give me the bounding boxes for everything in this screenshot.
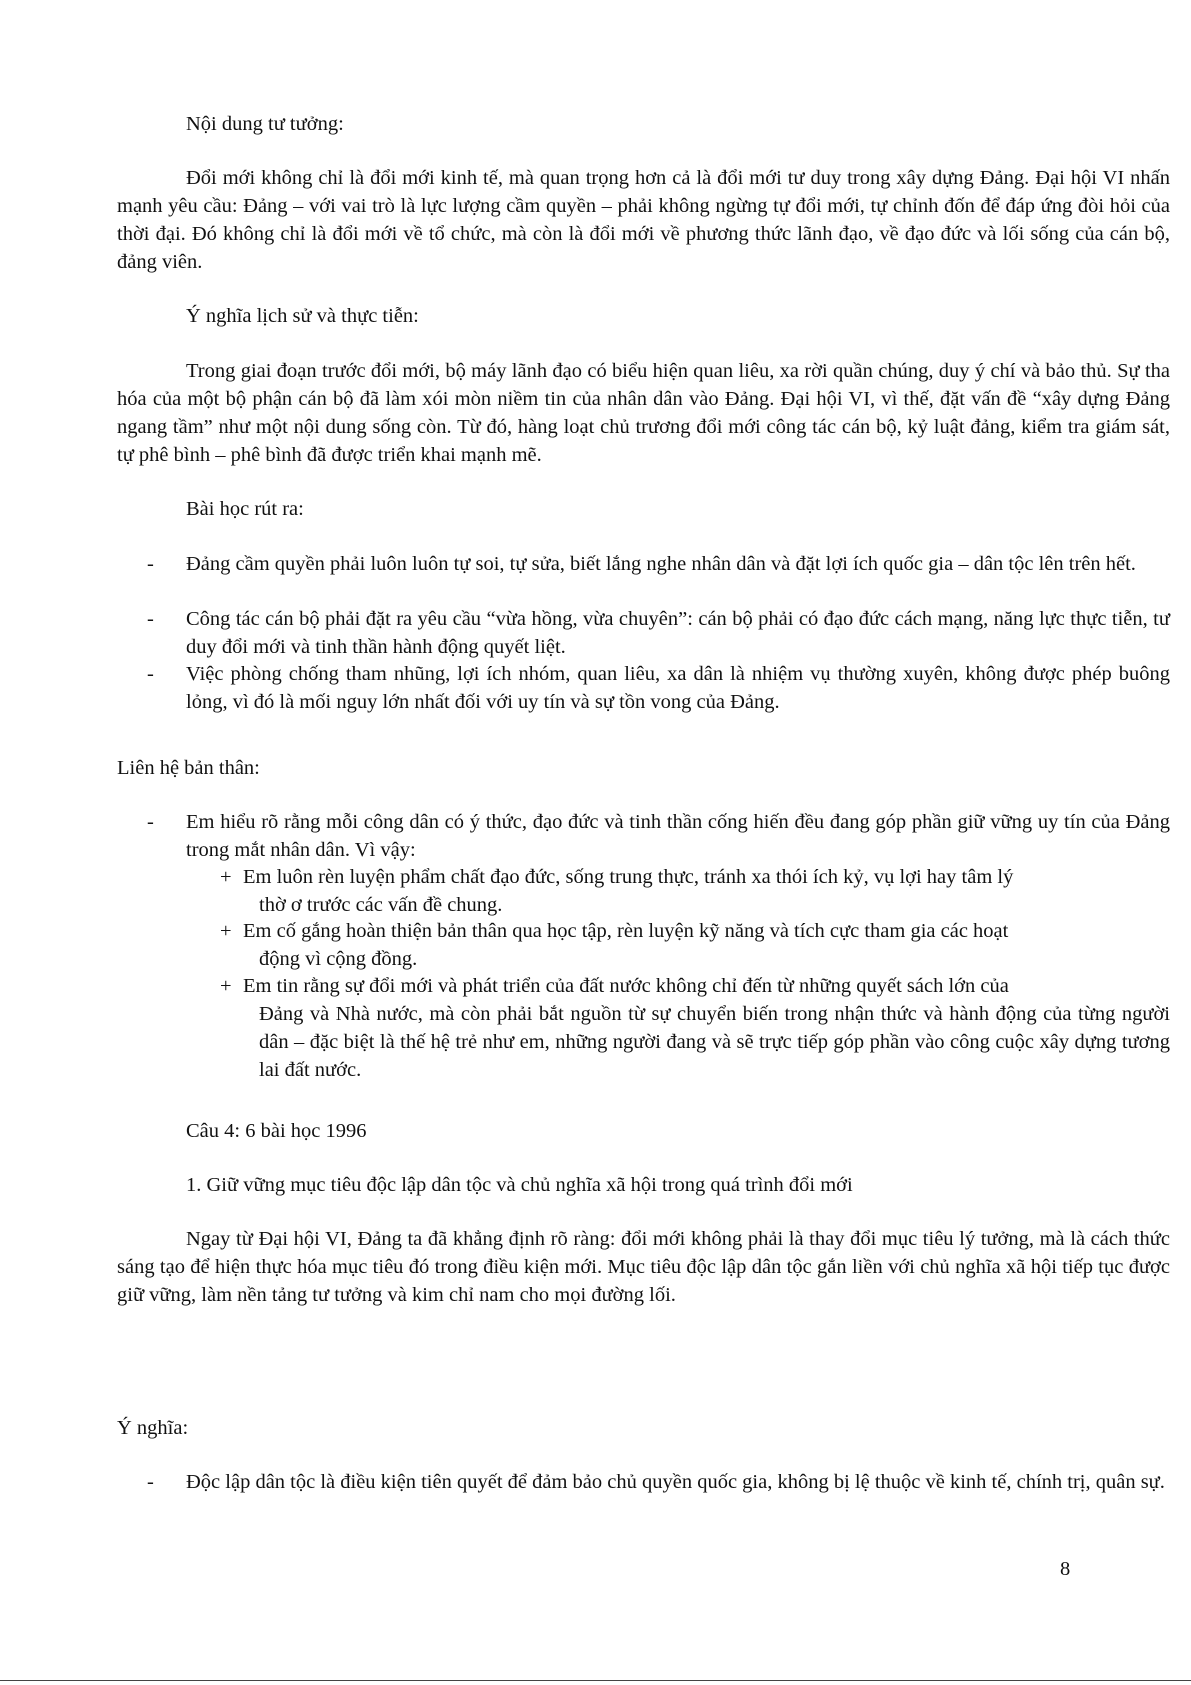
page-bottom-rule [0, 1680, 1191, 1681]
heading-cau-4: Câu 4: 6 bài học 1996 [186, 1120, 367, 1142]
sub-bullet-text [243, 863, 1170, 919]
sub-bullet-item [220, 863, 1170, 919]
heading-bai-hoc-1: 1. Giữ vững mục tiêu độc lập dân tộc và chủ nghĩa xã hội trong quá trình đổi mới [186, 1174, 853, 1196]
sub-bullet-continuation: Đảng và Nhà nước, mà còn phải bắt nguồn từ sự chuyển biến trong nhận thức và hành động của từng người dân – đặc biệt là thế hệ trẻ như em, những người đang và sẽ trực tiếp góp phần vào công cuộc xây dựng tương lai đất nước. [259, 1003, 1170, 1081]
sub-bullet-continuation: động vì cộng đồng. [259, 948, 418, 970]
sub-bullet-text [243, 972, 1170, 1084]
sub-bullet-line: Em luôn rèn luyện phẩm chất đạo đức, sống trung thực, tránh xa thói ích kỷ, vụ lợi hay tâm lý [243, 866, 1014, 888]
sub-bullet-line: Em tin rằng sự đổi mới và phát triển của đất nước không chỉ đến từ những quyết sách lớn của [243, 975, 1009, 997]
bullet-item [117, 808, 1170, 864]
heading-y-nghia: Ý nghĩa: [117, 1417, 189, 1439]
sub-bullet-item [220, 972, 1170, 1084]
sub-bullet-item [220, 917, 1170, 973]
heading-lien-he: Liên hệ bản thân: [117, 757, 260, 779]
bullet-item [117, 660, 1170, 716]
bullet-text: Công tác cán bộ phải đặt ra yêu cầu “vừa hồng, vừa chuyên”: cán bộ phải có đạo đức cách mạng, năng lực thực tiễn, tư duy đổi mới và tinh thần hành động quyết liệt. [186, 608, 1170, 658]
bullet-dash: - [147, 663, 154, 685]
bullet-dash: - [147, 608, 154, 630]
bullet-dash: - [147, 1471, 154, 1493]
paragraph-bai-hoc-1: Ngay từ Đại hội VI, Đảng ta đã khẳng định rõ ràng: đổi mới không phải là thay đổi mục tiêu lý tưởng, mà là cách thức sáng tạo để hiện thực hóa mục tiêu đó trong điều kiện mới. Mục tiêu độc lập dân tộc gắn liền với chủ nghĩa xã hội tiếp tục được giữ vững, làm nền tảng tư tưởng và kim chỉ nam cho mọi đường lối. [117, 1228, 1170, 1306]
plus-marker: + [220, 975, 232, 997]
bullet-text: Việc phòng chống tham nhũng, lợi ích nhóm, quan liêu, xa dân là nhiệm vụ thường xuyên, không được phép buông lỏng, vì đó là mối nguy lớn nhất đối với uy tín và sự tồn vong của Đảng. [186, 663, 1170, 713]
plus-marker: + [220, 866, 232, 888]
paragraph-noi-dung: Đổi mới không chỉ là đổi mới kinh tế, mà quan trọng hơn cả là đổi mới tư duy trong xây dựng Đảng. Đại hội VI nhấn mạnh yêu cầu: Đảng – với vai trò là lực lượng cầm quyền – phải không ngừng tự đổi mới, tự chỉnh đốn để đáp ứng đòi hỏi của thời đại. Đó không chỉ là đổi mới về tổ chức, mà còn là đổi mới về phương thức lãnh đạo, về đạo đức và lối sống của cán bộ, đảng viên. [117, 167, 1170, 273]
paragraph-y-nghia-lich-su: Trong giai đoạn trước đổi mới, bộ máy lãnh đạo có biểu hiện quan liêu, xa rời quần chúng, duy ý chí và bảo thủ. Sự tha hóa của một bộ phận cán bộ đã làm xói mòn niềm tin của nhân dân vào Đảng. Đại hội VI, vì thế, đặt vấn đề “xây dựng Đảng ngang tầm” như một nội dung sống còn. Từ đó, hàng loạt chủ trương đổi mới công tác cán bộ, kỷ luật đảng, kiểm tra giám sát, tự phê bình – phê bình đã được triển khai mạnh mẽ. [117, 360, 1170, 466]
bullet-item [117, 550, 1170, 578]
bullet-text: Em hiểu rõ rằng mỗi công dân có ý thức, đạo đức và tinh thần cống hiến đều đang góp phần giữ vững uy tín của Đảng trong mắt nhân dân. Vì vậy: [186, 811, 1170, 861]
bullet-dash: - [147, 553, 154, 575]
bullet-dash: - [147, 811, 154, 833]
bullet-item [117, 1468, 1170, 1496]
sub-bullet-text [243, 917, 1170, 973]
heading-noi-dung: Nội dung tư tưởng: [186, 113, 344, 135]
page-number: 8 [1060, 1558, 1071, 1580]
plus-marker: + [220, 920, 232, 942]
heading-y-nghia-lich-su: Ý nghĩa lịch sử và thực tiễn: [186, 305, 419, 327]
bullet-item [117, 605, 1170, 661]
heading-bai-hoc: Bài học rút ra: [186, 498, 304, 520]
bullet-text: Đảng cầm quyền phải luôn luôn tự soi, tự sửa, biết lắng nghe nhân dân và đặt lợi ích quốc gia – dân tộc lên trên hết. [186, 553, 1136, 575]
bullet-text: Độc lập dân tộc là điều kiện tiên quyết để đảm bảo chủ quyền quốc gia, không bị lệ thuộc về kinh tế, chính trị, quân sự. [186, 1471, 1165, 1493]
sub-bullet-line: Em cố gắng hoàn thiện bản thân qua học tập, rèn luyện kỹ năng và tích cực tham gia các hoạt [243, 920, 1009, 942]
sub-bullet-continuation: thờ ơ trước các vấn đề chung. [259, 894, 503, 916]
